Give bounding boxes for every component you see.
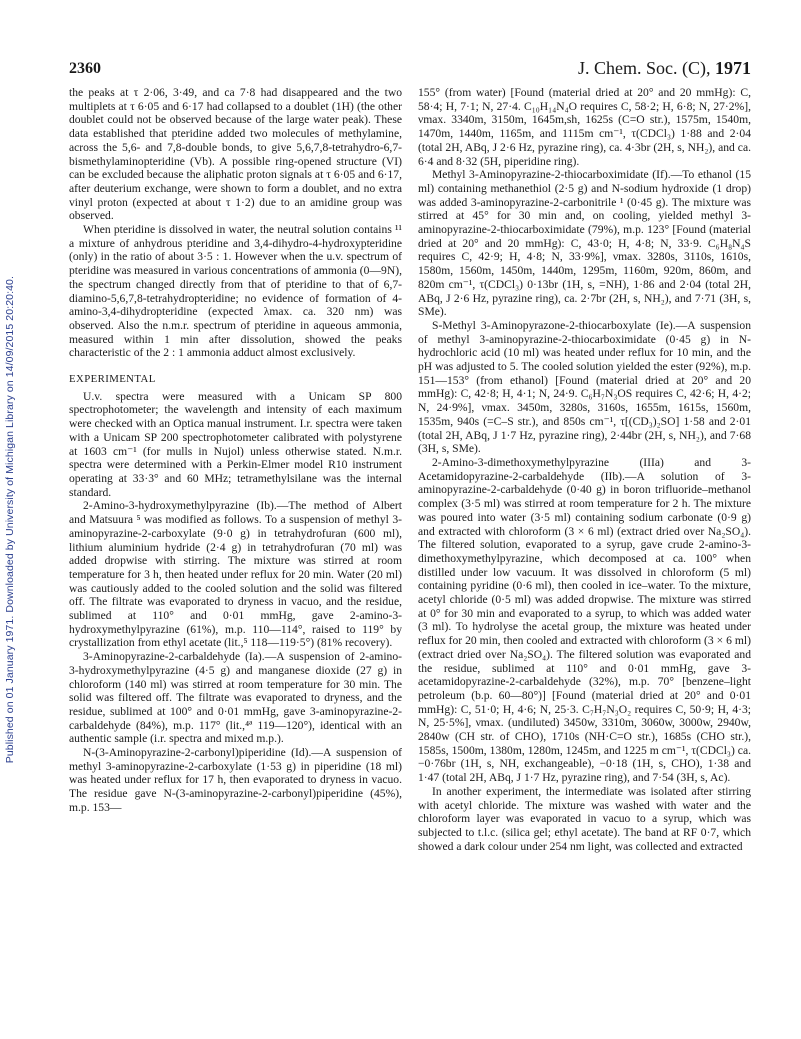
paragraph: 155° (from water) [Found (material dried at 20° and 20 mmHg): C, 58·4; H, 7·1; N, 27·4. C₁₀H₁₄N₄O requires C, 58·2; H, 6·8; N, 27·2%], νmax. 3340m, 3150m, 1645m,sh, 1625s (C=O str.), 1575m, 1540m, 1470m, 1440m, 1165m, and 1115m cm⁻¹, τ(CDCl₃) 1·88 and 2·04 (total 2H, ABq, J 2·6 Hz, pyrazine ring), ca. 4·3br (2H, s, NH₂), and ca. 6·4 and 8·32 (5H, piperidine ring). [418,86,751,168]
paragraph: In another experiment, the intermediate was isolated after stirring with acetyl chloride. The mixture was washed with water and the chloroform layer was evaporated in vacuo to a syrup, which was subjected to t.l.c. (silica gel; ethyl acetate). The band at RF 0·7, which showed a dark colour under 254 nm light, was collected and extracted [418,784,751,853]
page-header [69,60,751,84]
paragraph: N-(3-Aminopyrazine-2-carbonyl)piperidine (Id).—A suspension of methyl 3-aminopyrazine-2-carboxylate (1·53 g) in piperidine (18 ml) was heated under reflux for 17 h, then evaporated to dryness in vacuo. The residue gave N-(3-aminopyrazine-2-carbonyl)piperidine (45%), m.p. 153— [69,746,402,814]
journal-name: J. Chem. Soc. (C), [578,58,711,78]
paragraph: Methyl 3-Aminopyrazine-2-thiocarboximidate (If).—To ethanol (15 ml) containing methanethiol (2·5 g) and N-sodium hydroxide (1 drop) was added 3-aminopyrazine-2-carbonitrile ¹ (0·45 g). The mixture was stirred at 45° for 30 min and, on cooling, yielded methyl 3-aminopyrazine-2-thiocarboximidate (79%), m.p. 123° [Found (material dried at 20° and 20 mmHg): C, 43·0; H, 4·8; N, 33·9. C₆H₈N₄S requires C, 42·9; H, 4·8; N, 33·9%], νmax. 3280s, 3110s, 1610s, 1580m, 1560m, 1450m, 1440m, 1295m, 1160m, 920m, 860m, and 820m cm⁻¹, τ(CDCl₃) 0·13br (1H, s, =NH), 1·86 and 2·04 (total 2H, ABq, J 2·6 Hz, pyrazine ring), ca. 2·7br (2H, s, NH₂), and 7·71 (3H, s, SMe). [418,168,751,319]
paragraph: U.v. spectra were measured with a Unicam SP 800 spectrophotometer; the wavelength and intensity of each maximum were checked with an Optica manual instrument. I.r. spectra were taken with a Unicam SP 200 spectrophotometer calibrated with polystyrene at 1603 cm⁻¹ (for mulls in Nujol) unless otherwise stated. N.m.r. spectra were determined with a Perkin-Elmer model R10 instrument operating at 33·3° and 60 MHz; tetramethylsilane was the internal standard. [69,389,402,499]
paragraph: S-Methyl 3-Aminopyrazone-2-thiocarboxylate (Ie).—A suspension of methyl 3-aminopyrazine-2-thiocarboximidate (0·45 g) in N-hydrochloric acid (10 ml) was heated under reflux for 10 min, and the pH was adjusted to 5. The cooled solution yielded the ester (92%), m.p. 151—153° (from ethanol) [Found (material dried at 20° and 20 mmHg): C, 42·8; H, 4·1; N, 24·9. C₆H₇N₃OS requires C, 42·6; H, 4·2; N, 24·9%], νmax. 3450m, 3280s, 3160s, 1655m, 1615s, 1560m, 1535m, 940s (=C–S str.), and 850s cm⁻¹, τ[(CD₃)₂SO] 1·58 and 2·01 (total 2H, ABq, J 1·7 Hz, pyrazine ring), 2·44br (2H, s, NH₂), and 7·68 (3H, s, SMe). [418,318,751,456]
paragraph: 2-Amino-3-hydroxymethylpyrazine (Ib).—The method of Albert and Matsuura ⁵ was modified as follows. To a suspension of methyl 3-aminopyrazine-2-carboxylate (9·0 g) in tetrahydrofuran (600 ml), lithium aluminium hydride (2·4 g) in tetrahydrofuran (70 ml) was added dropwise with stirring. The mixture was stirred at room temperature for 3 h, then heated under reflux for 20 min. Water (20 ml) was cautiously added to the cooled solution and the solid was filtered off. The filtrate was evaporated to dryness in vacuo, and the residue, sublimed at 110° and 0·01 mmHg, gave 2-amino-3-hydroxymethylpyrazine (61%), m.p. 110—114°, raised to 119° by crystallization from ethyl acetate (lit.,⁵ 118—119·5°) (81% recovery). [69,499,402,650]
journal-title [578,58,751,79]
left-column [69,86,402,815]
paragraph: 3-Aminopyrazine-2-carbaldehyde (Ia).—A suspension of 2-amino-3-hydroxymethylpyrazine (4·5 g) and manganese dioxide (27 g) in chloroform (140 ml) was stirred at room temperature for 30 min. The solid was filtered off. The filtrate was evaporated to dryness, and the residue, sublimed at 100° and 0·01 mmHg, gave 3-aminopyrazine-2-carbaldehyde (84%), m.p. 117° (lit.,⁴ª 119—120°), identical with an authentic sample (i.r. spectra and mixed m.p.). [69,650,402,746]
right-column [418,86,751,853]
download-notice-text: Published on 01 January 1971. Downloaded by University of Michigan Library on 14/09/2015 20:20:40. [4,276,16,764]
download-notice [3,180,17,860]
paragraph: When pteridine is dissolved in water, the neutral solution contains ¹¹ a mixture of anhydrous pteridine and 3,4-dihydro-4-hydroxypteridine (only) in the ratio of about 3·5 : 1. However when the u.v. spectrum of pteridine was measured in various concentrations of ammonia (0—9N), the spectrum changed directly from that of pteridine to that of 6,7-diamino-5,6,7,8-tetrahydropteridine; no evidence of formation of 4-amino-3,4-dihydropteridine (expected λmax. ca. 320 nm) was observed. Also the n.m.r. spectrum of pteridine in aqueous ammonia, measured within 1 min after dissolution, showed the peaks characteristic of the 2 : 1 ammonia adduct almost exclusively. [69,223,402,360]
section-heading: EXPERIMENTAL [69,373,156,386]
page-number: 2360 [69,60,101,77]
paragraph: 2-Amino-3-dimethoxymethylpyrazine (IIIa) and 3-Acetamidopyrazine-2-carbaldehyde (IIb).—A solution of 3-aminopyrazine-2-carbaldehyde (0·40 g) in boron trifluoride–methanol complex (3·5 ml) was stirred at room temperature for 2 h. The mixture was poured into water (3·5 ml) containing sodium carbonate (0·9 g) and extracted with chloroform (3 × 6 ml) (extract dried over Na₂SO₄). The filtered solution, evaporated to a syrup, gave crude 2-amino-3-dimethoxymethylpyrazine, which decomposed at ca. 100° when distilled under low vacuum. It was dissolved in chloroform (5 ml) containing pyridine (0·6 ml), then cooled in ice–water. To the mixture, acetyl chloride (0·5 ml) was added dropwise. The mixture was stirred at 0° for 30 min and evaporated to a syrup, to which was added water (3 ml). To hydrolyse the acetal group, the mixture was heated under reflux for 20 min, then cooled and extracted with chloroform (3 × 6 ml) (extract dried over Na₂SO₄). The filtered solution was evaporated and the residue, sublimed at 110° and 0·01 mmHg, gave 3-acetamidopyrazine-2-carbaldehyde (32%), m.p. 70° [benzene–light petroleum (b.p. 60—80°)] [Found (material dried at 20° and 0·01 mmHg): C, 51·0; H, 4·6; N, 25·3. C₇H₇N₃O₂ requires C, 50·9; H, 4·3; N, 25·5%], νmax. (undiluted) 3450w, 3310m, 3060w, 3000w, 2940w, 2840w (CH str. of CHO), 1710s (NH·C=O str.), 1685s (CHO str.), 1585s, 1500m, 1380m, 1280m, 1245m, and 1225 m cm⁻¹, τ(CDCl₃) ca. −0·76br (1H, s, NH, exchangeable), −0·18 (1H, s, CHO), 1·38 and 1·47 (total 2H, ABq, J 1·7 Hz, pyrazine ring), and 7·54 (3H, s, Ac). [418,455,751,785]
paragraph: the peaks at τ 2·06, 3·49, and ca 7·8 had disappeared and the two multiplets at τ 6·05 and 6·17 had collapsed to a doublet (1H) (the other doublet could not be observed because of the large water peak). These data established that pteridine added two molecules of methylamine, across the 5,6- and 7,8-double bonds, to give 5,6,7,8-tetrahydro-6,7-bismethylaminopteridine (Vb). A possible ring-opened structure (VI) can be excluded because the aliphatic proton signals at τ 6·05 and 6·17, after deuterium exchange, were shown to form a doublet, and no extra vinyl proton (expected at about τ 1·2) due to an amidine group was observed. [69,86,402,223]
journal-year: 1971 [715,58,751,78]
